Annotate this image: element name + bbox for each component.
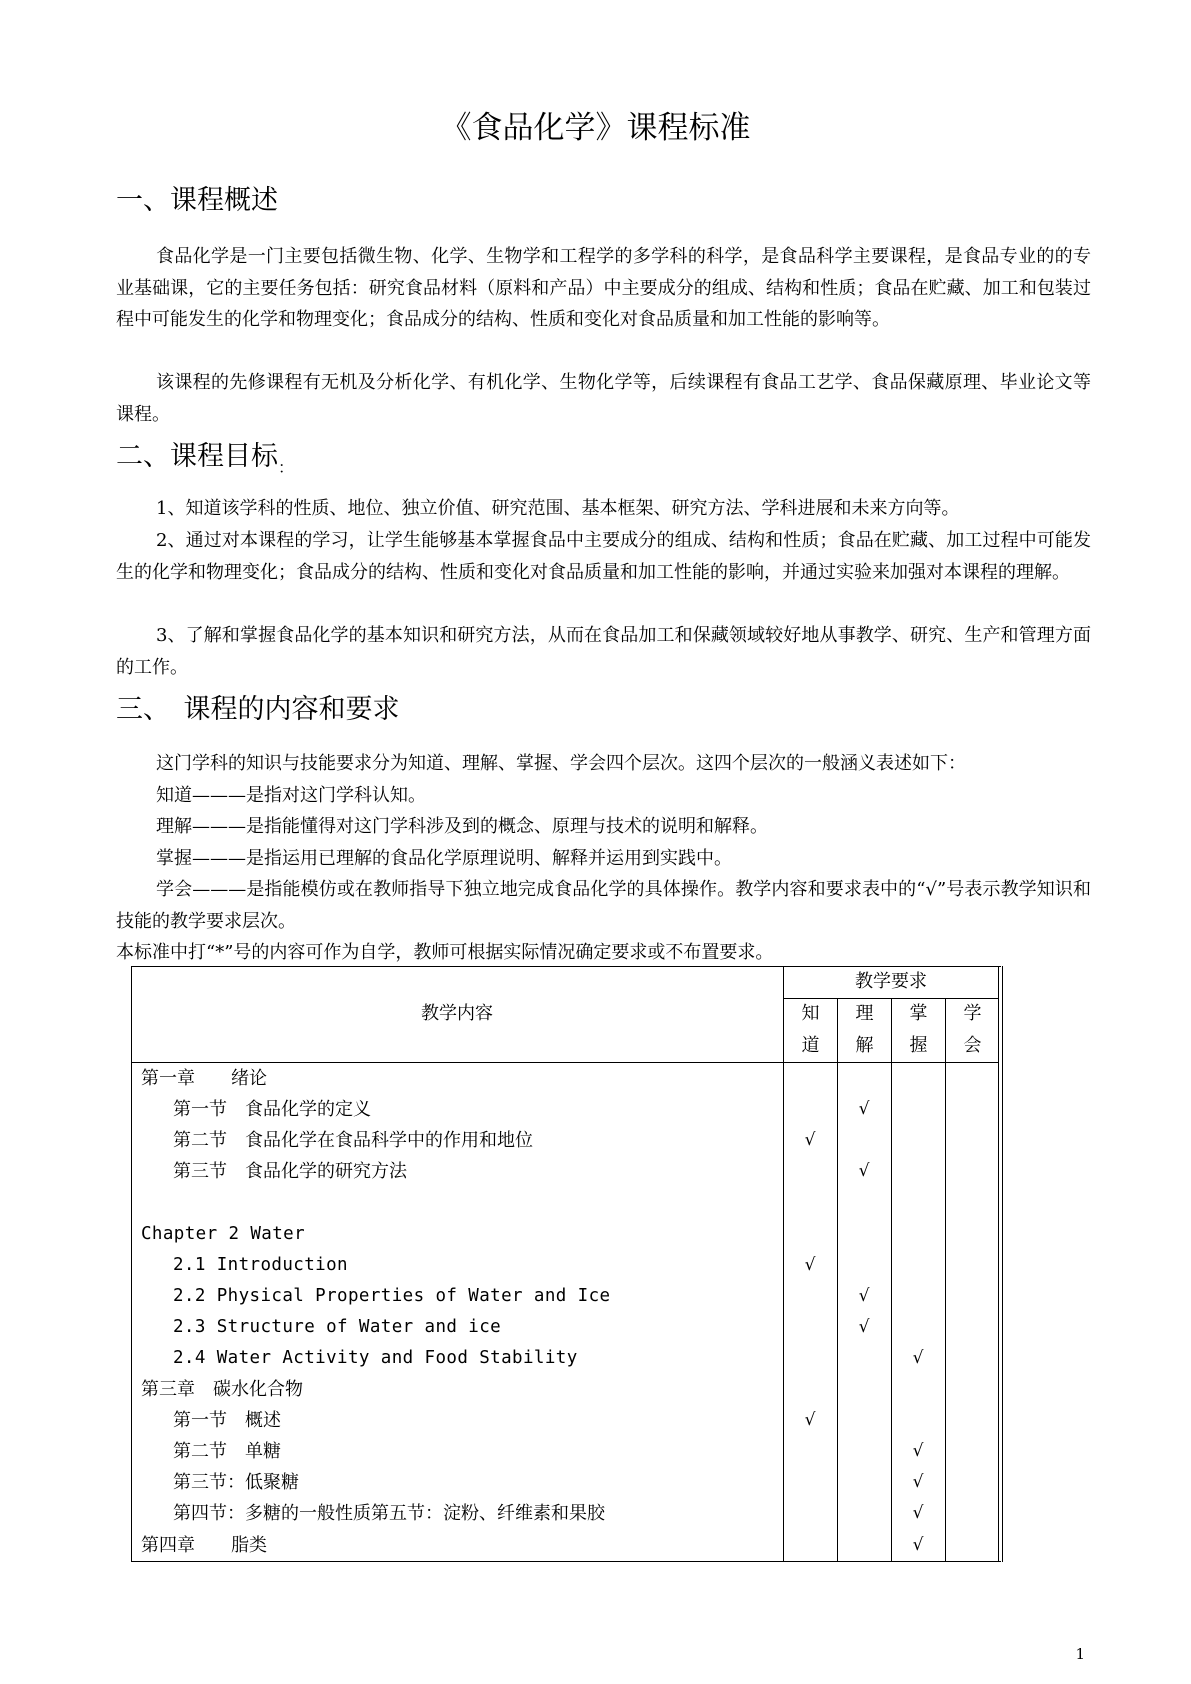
check-mark: √ (858, 1285, 870, 1306)
table-row-label: 2.1 Introduction (173, 1254, 348, 1275)
goal-3: 3、了解和掌握食品化学的基本知识和研究方法，从而在食品加工和保藏领域较好地从事教学、研究、生产和管理方面的工作。 (116, 625, 1091, 678)
table-row-label: 第三节：低聚糖 (173, 1472, 299, 1494)
table-row-label: 第一节 食品化学的定义 (173, 1099, 371, 1121)
section-heading-goals (116, 439, 294, 478)
table-row-label: 第三节 食品化学的研究方法 (173, 1161, 407, 1183)
requirement-header: 教学要求 (855, 971, 927, 992)
table-row-label: 2.3 Structure of Water and ice (173, 1316, 502, 1337)
table-border-left (131, 966, 132, 1562)
table-row-label: 2.2 Physical Properties of Water and Ice (173, 1285, 611, 1306)
check-mark: √ (858, 1316, 870, 1337)
check-mark: √ (858, 1161, 870, 1182)
section-heading-overview: 一、课程概述 (116, 185, 278, 216)
table-row-label: 第一章 绪论 (141, 1068, 267, 1089)
definition-learn: 学会———是指能模仿或在教师指导下独立地完成食品化学的具体操作。教学内容和要求表中的“√”号表示教学知识和技能的教学要求层次。 (116, 879, 1091, 932)
overview-paragraph-1: 食品化学是一门主要包括微生物、化学、生物学和工程学的多学科的科学，是食品科学主要课程，是食品专业的的专业基础课，它的主要任务包括：研究食品材料（原料和产品）中主要成分的组成、结构和性质；食品在贮藏、加工和包装过程中可能发生的化学和物理变化；食品成分的结构、性质和变化对食品质量和加工性能的影响等。 (116, 246, 1091, 330)
table-row-label: Chapter 2 Water (141, 1223, 306, 1244)
table-row-label: 第四章 脂类 (141, 1534, 267, 1556)
level-header-know: 知 道 (801, 1003, 820, 1056)
goal-2: 2、通过对本课程的学习，让学生能够基本掌握食品中主要成分的组成、结构和性质；食品在贮藏、加工过程中可能发生的化学和物理变化；食品成分的结构、性质和变化对食品质量和加工性能的影响，并通过实验来加强对本课程的理解。 (116, 530, 1091, 583)
section-heading-content: 三、 课程的内容和要求 (116, 694, 400, 725)
overview-paragraph-2: 该课程的先修课程有无机及分析化学、有机化学、生物化学等，后续课程有食品工艺学、食品保藏原理、毕业论文等课程。 (116, 372, 1091, 425)
definition-know: 知道———是指对这门学科认知。 (156, 785, 426, 806)
level-header-learn: 学 会 (963, 1003, 982, 1056)
check-mark: √ (804, 1410, 816, 1431)
page-number: 1 (1075, 1645, 1085, 1663)
table-row-label: 第三章 碳水化合物 (141, 1379, 303, 1400)
check-mark: √ (804, 1130, 816, 1151)
check-mark: √ (912, 1503, 924, 1524)
check-mark: √ (804, 1254, 816, 1275)
check-mark: √ (912, 1347, 924, 1368)
level-divider-3 (945, 998, 946, 1562)
content-header: 教学内容 (421, 1003, 493, 1024)
definition-master: 掌握———是指运用已理解的食品化学原理说明、解释并运用到实践中。 (156, 848, 732, 869)
table-row-label: 第二节 单糖 (173, 1441, 281, 1463)
content-intro: 这门学科的知识与技能要求分为知道、理解、掌握、学会四个层次。这四个层次的一般涵义表述如下： (156, 753, 966, 774)
self-study-note: 本标准中打“*”号的内容可作为自学，教师可根据实际情况确定要求或不布置要求。 (116, 942, 774, 963)
goal-1: 1、知道该学科的性质、地位、独立价值、研究范围、基本框架、研究方法、学科进展和未来方向等。 (156, 498, 960, 519)
page-title: 《食品化学》课程标准 (440, 110, 751, 146)
table-border-bottom (131, 1561, 1001, 1562)
table-border-right-double (1002, 966, 1003, 1562)
requirements-table (131, 966, 1003, 1562)
check-mark: √ (912, 1441, 924, 1462)
table-row-label: 第四节：多糖的一般性质第五节：淀粉、纤维素和果胶 (173, 1503, 605, 1525)
level-header-understand: 理 解 (855, 1003, 874, 1056)
definition-understand: 理解———是指能懂得对这门学科涉及到的概念、原理与技术的说明和解释。 (156, 816, 768, 837)
section-heading-goals-text: 二、课程目标 (116, 441, 278, 472)
check-mark: √ (858, 1099, 870, 1120)
section-heading-goals-mark: ： (278, 458, 295, 477)
table-row-label: 第二节 食品化学在食品科学中的作用和地位 (173, 1130, 533, 1152)
check-mark: √ (912, 1534, 924, 1555)
level-header-master: 掌 握 (909, 1003, 928, 1056)
table-row-label: 2.4 Water Activity and Food Stability (173, 1347, 578, 1368)
check-mark: √ (912, 1472, 924, 1493)
table-row-label: 第一节 概述 (173, 1410, 281, 1432)
